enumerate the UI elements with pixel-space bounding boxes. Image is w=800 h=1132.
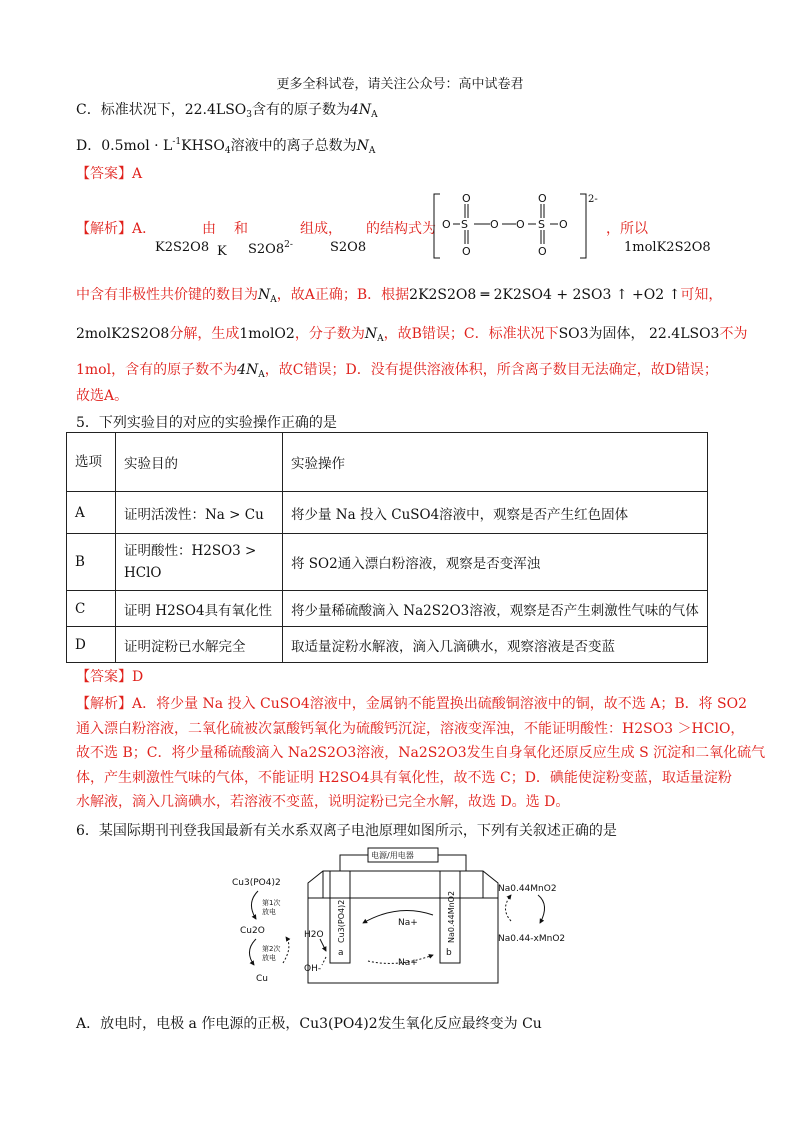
svg-text:O: O <box>490 218 499 231</box>
left-top-label: Cu3(PO4)2 <box>232 878 281 888</box>
row-option: A <box>67 492 116 534</box>
svg-text:O: O <box>538 192 547 205</box>
q4-word-zucheng: 组成， <box>300 221 342 237</box>
formula-s2o8-ion: $S2O8^{2-}$ <box>248 240 293 257</box>
table-row <box>67 534 708 591</box>
persulfate-structure-diagram <box>432 190 602 262</box>
formula-1mol-k2s2o8: 1molK2S2O8 <box>624 240 711 255</box>
formula-s2o8: S2O8 <box>330 240 367 255</box>
q4-analysis-line4: 1mol，含有的原子数不为$4N_A$，故C错误；D．没有提供溶液体积，所含离子数目无法确定，故D错误； <box>76 362 718 380</box>
svg-text:O: O <box>559 218 568 231</box>
electrode-a-label: Cu3(PO4)2 <box>337 899 346 943</box>
table-row <box>67 492 708 534</box>
q6-option-a: A．放电时，电极 a 作电源的正极，Cu3(PO4)2发生氧化反应最终变为 Cu <box>76 1016 542 1032</box>
header-operation: 实验操作 <box>283 433 708 492</box>
row-goal: 证明酸性：H2SO3 > HClO <box>116 534 283 591</box>
right-bottom-label: Na0.44-xMnO2 <box>498 934 566 944</box>
row-operation: 将少量 Na 投入 CuSO4溶液中，观察是否产生红色固体 <box>283 492 708 534</box>
electrode-b-label: Na0.44MnO2 <box>447 890 456 943</box>
row-goal: 证明淀粉已水解完全 <box>116 627 283 663</box>
row-option: C <box>67 591 116 627</box>
q4-word-suoyi: ，所以 <box>606 221 648 237</box>
row-goal: 证明 H2SO4具有氧化性 <box>116 591 283 627</box>
electrode-b-letter: b <box>446 948 452 958</box>
q4-word-you: 由 <box>202 221 216 237</box>
analysis-line: 【解析】A．将少量 Na 投入 CuSO4溶液中，金属钠不能置换出硫酸铜溶液中的铜，故不选 A；B．将 SO2 <box>76 696 748 712</box>
svg-text:S: S <box>538 218 545 231</box>
row-operation: 将少量稀硫酸滴入 Na2S2O3溶液，观察是否产生刺激性气味的气体 <box>283 591 708 627</box>
device-label: 电源/用电器 <box>371 851 414 860</box>
q5-analysis <box>76 692 765 815</box>
electrode-a-letter: a <box>338 948 344 958</box>
analysis-line: 故不选 B；C．将少量稀硫酸滴入 Na2S2O3溶液，Na2S2O3发生自身氧化还原反应生成 S 沉淀和二氧化硫气 <box>76 745 766 761</box>
mid-label: Cu2O <box>240 926 265 936</box>
table-header-row <box>67 433 708 492</box>
table-row <box>67 591 708 627</box>
na-label-2: Na+ <box>398 958 418 968</box>
q4-analysis-label: 【解析】A． <box>76 221 157 237</box>
q5-table <box>66 432 708 663</box>
analysis-line: 水解液，滴入几滴碘水，若溶液不变蓝，说明淀粉已完全水解，故选 D。选 D。 <box>76 794 570 810</box>
q4-word-he: 和 <box>234 221 248 237</box>
q4-word-structure: 的结构式为 <box>366 221 436 237</box>
formula-k: K <box>217 244 227 259</box>
q4-answer: 【答案】A <box>76 166 143 182</box>
step1b-label: 放电 <box>262 908 276 916</box>
h2o-label: H2O <box>304 930 324 940</box>
analysis-line: 通入漂白粉溶液，二氧化硫被次氯酸钙氧化为硫酸钙沉淀，溶液变浑浊，不能证明酸性：H2SO3 ＞HClO， <box>76 720 745 737</box>
q4-option-d: D．$0.5mol \cdot L^{-1}KHSO_4$溶液中的离子总数为$N_A$ <box>76 137 376 156</box>
row-option: D <box>67 627 116 663</box>
step2b-label: 放电 <box>262 954 276 962</box>
analysis-line: 体，产生刺激性气味的气体，不能证明 H2SO4具有氧化性，故不选 C；D．碘能使淀粉变蓝，取适量淀粉 <box>76 769 732 786</box>
svg-text:O: O <box>442 218 451 231</box>
row-operation: 取适量淀粉水解液，滴入几滴碘水，观察溶液是否变蓝 <box>283 627 708 663</box>
q4-analysis-line2: 中含有非极性共价键的数目为$N_A$，故A正确；B．根据2K2S2O8 ═ 2K2SO4 + 2SO3 ↑ +O2 ↑可知， <box>76 287 723 305</box>
battery-diagram <box>228 843 578 993</box>
q4-option-c: C．标准状况下，$22.4LSO_3$含有的原子数为$4N_A$ <box>76 102 378 120</box>
right-top-label: Na0.44MnO2 <box>498 884 557 894</box>
na-label-1: Na+ <box>398 918 418 928</box>
svg-text:O: O <box>516 218 525 231</box>
q4-analysis-line3: 2molK2S2O8分解，生成1molO2，分子数为$N_A$，故B错误；C．标准状况下SO3为固体， 22.4LSO3不为 <box>76 326 748 344</box>
formula-k2s2o8: K2S2O8 <box>155 240 210 255</box>
step2-label: 第2次 <box>262 945 281 953</box>
step1-label: 第1次 <box>262 899 281 907</box>
row-operation: 将 SO2通入漂白粉溶液，观察是否变浑浊 <box>283 534 708 591</box>
oh-label: OH- <box>304 964 322 974</box>
header-goal: 实验目的 <box>116 433 283 492</box>
bottom-label: Cu <box>256 974 268 984</box>
row-option: B <box>67 534 116 591</box>
q6-stem: 6．某国际期刊刊登我国最新有关水系双离子电池原理如图所示，下列有关叙述正确的是 <box>76 823 617 839</box>
q5-stem: 5．下列实验目的对应的实验操作正确的是 <box>76 415 337 431</box>
q5-answer: 【答案】D <box>76 669 144 685</box>
page-header: 更多全科试卷，请关注公众号：高中试卷君 <box>276 77 524 92</box>
svg-text:O: O <box>462 245 471 258</box>
svg-text:O: O <box>462 192 471 205</box>
q4-analysis-line5: 故选A。 <box>76 388 129 404</box>
svg-text:O: O <box>538 245 547 258</box>
charge-label: 2- <box>588 194 598 205</box>
table-row <box>67 627 708 663</box>
header-option: 选项 <box>67 433 116 492</box>
svg-text:S: S <box>461 218 468 231</box>
row-goal: 证明活泼性：Na > Cu <box>116 492 283 534</box>
